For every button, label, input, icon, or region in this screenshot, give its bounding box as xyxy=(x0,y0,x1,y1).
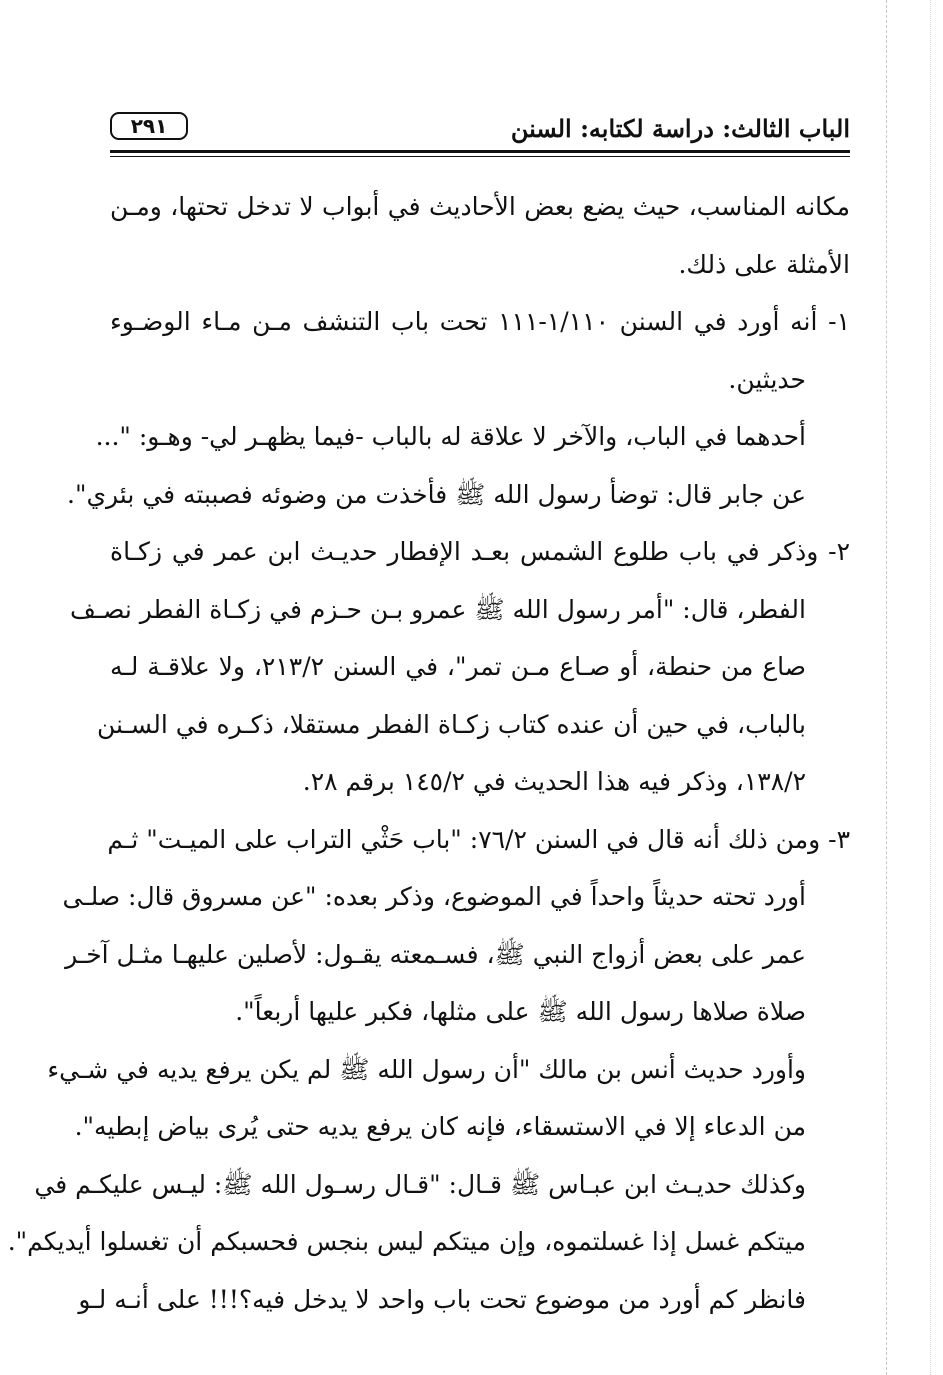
text-line: فانظر كم أورد من موضوع تحت باب واحد لا يدخل فيه؟!!! على أنـه لـو xyxy=(78,1284,806,1314)
header-rule-thin xyxy=(110,156,850,157)
running-header xyxy=(110,110,850,154)
text-line: بالباب، في حين أن عنده كتاب زكـاة الفطر مستقلا، ذكـره في السـنن xyxy=(97,709,806,739)
page-edge-line-outer xyxy=(930,0,931,1375)
page-number-box: ٢٩١ xyxy=(110,112,188,140)
text-line: حديثين. xyxy=(728,364,806,394)
page-edge-line xyxy=(886,0,887,1375)
header-rule-thick xyxy=(110,150,850,153)
text-line: مكانه المناسب، حيث يضع بعض الأحاديث في أبواب لا تدخل تحتها، ومـن xyxy=(110,192,850,221)
text-line: وأورد حديث أنس بن مالك "أن رسول الله ﷺ لم يكن يرفع يديه في شـيء xyxy=(47,1054,806,1084)
text-line: صاع من حنطة، أو صـاع مـن تمر"، في السنن ٢١٣/٢، ولا علاقـة لـه xyxy=(110,652,806,681)
text-line: من الدعاء إلا في الاستسقاء، فإنه كان يرفع يديه حتى يُرى بياض إبطيه". xyxy=(74,1112,806,1141)
chapter-title: الباب الثالث: دراسة لكتابه: السنن xyxy=(510,114,850,143)
text-line: الفطر، قال: "أمر رسول الله ﷺ عمرو بـن حـزم في زكـاة الفطر نصـف xyxy=(69,594,806,624)
text-line: عمر على بعض أزواج النبي ﷺ، فسـمعته يقـول: لأصلين عليهـا مثـل آخـر xyxy=(65,939,806,969)
text-line: أحدهما في الباب، والآخر لا علاقة له بالباب -فيما يظهـر لي- وهـو: "... xyxy=(95,422,806,451)
text-line: ٢- وذكر في باب طلوع الشمس بعـد الإفطار حديـث ابن عمر في زكـاة xyxy=(110,537,850,566)
text-line: ميتكم غسل إذا غسلتموه، وإن ميتكم ليس بنجس فحسبكم أن تغسلوا أيديكم". xyxy=(7,1227,806,1256)
text-line: الأمثلة على ذلك. xyxy=(678,249,850,279)
body-text xyxy=(7,178,850,1328)
text-line: وكذلك حديـث ابن عبـاس ﷺ قـال: "قـال رسـول الله ﷺ: ليـس عليكـم في xyxy=(34,1169,806,1199)
text-line: ١- أنه أورد في السنن ١/١١٠-١١١ تحت باب التنشف مـن مـاء الوضـوء xyxy=(110,307,850,336)
text-line: ١٣٨/٢، وذكر فيه هذا الحديث في ١٤٥/٢ برقم ٢٨. xyxy=(302,767,806,796)
text-line: أورد تحته حديثاً واحداً في الموضوع، وذكر بعده: "عن مسروق قال: صلـى xyxy=(62,882,806,911)
text-line: صلاة صلاها رسول الله ﷺ على مثلها، فكبر عليها أربعاً". xyxy=(235,997,806,1026)
text-line: ٣- ومن ذلك أنه قال في السنن ٧٦/٢: "باب حَثْي التراب على الميـت" ثـم xyxy=(107,824,850,854)
text-line: عن جابر قال: توضأ رسول الله ﷺ فأخذت من وضوئه فصببته في بئري". xyxy=(67,479,806,509)
